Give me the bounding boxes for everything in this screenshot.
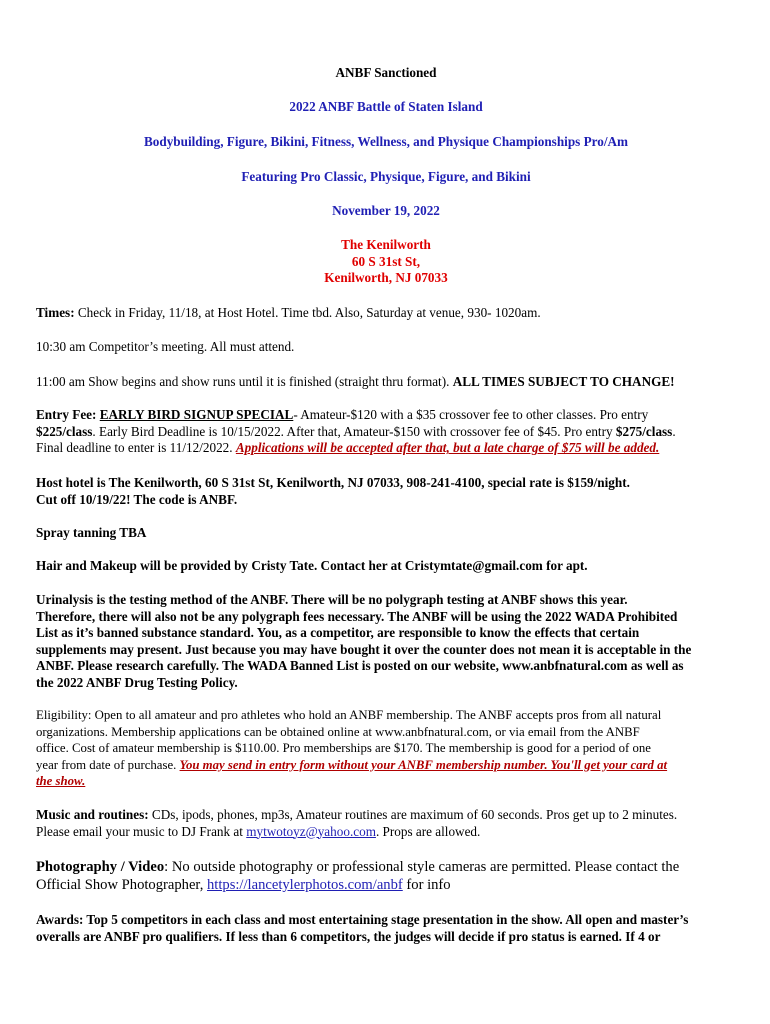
music-label: Music and routines: xyxy=(36,807,149,822)
hotel-paragraph xyxy=(36,475,736,508)
eligibility-line xyxy=(36,773,736,790)
meeting-line: 10:30 am Competitor’s meeting. All must attend. xyxy=(36,339,295,354)
urinalysis-line: Urinalysis is the testing method of the ANBF. There will be no polygraph testing at ANBF shows this year. xyxy=(36,592,628,607)
entry-fee-text-4: Final deadline to enter is 11/12/2022. xyxy=(36,440,236,456)
photo-line-2: Official Show Photographer, xyxy=(36,877,207,893)
membership-note: You may send in entry form without your ANBF membership number. You'll get your card at xyxy=(179,757,668,772)
entry-fee-label: Entry Fee: xyxy=(36,407,97,422)
urinalysis-line: ANBF. Please research carefully. The WADA Banned List is posted on our website, www.anbfnatural.com as well as xyxy=(36,658,684,674)
times-paragraph xyxy=(36,305,736,322)
hair-makeup-line: Hair and Makeup will be provided by Cristy Tate. Contact her at Cristymtate@gmail.com for apt. xyxy=(36,558,588,573)
early-bird-label: EARLY BIRD SIGNUP SPECIAL xyxy=(99,407,294,422)
music-line-2-end: . Props are allowed. xyxy=(375,823,481,839)
urinalysis-line: the 2022 ANBF Drug Testing Policy. xyxy=(36,674,238,690)
photo-label: Photography / Video xyxy=(36,859,165,875)
music-line-2: Please email your music to DJ Frank at xyxy=(36,823,247,839)
urinalysis-line: Therefore, there will also not be any polygraph fees necessary. The ANBF will be using the 2022 WADA Prohibited xyxy=(36,608,678,624)
venue-name: The Kenilworth xyxy=(341,237,431,252)
dj-email-link[interactable]: mytwotoyz@yahoo.com xyxy=(246,823,376,839)
eligibility-line: organizations. Membership applications can be obtained online at www.anbfnatural.com, or via email from the ANBF xyxy=(36,724,640,739)
awards-line: Awards: Top 5 competitors in each class and most entertaining stage presentation in the show. All open and master’s xyxy=(36,912,689,927)
event-date: November 19, 2022 xyxy=(332,203,440,218)
sanctioned-heading: ANBF Sanctioned xyxy=(335,65,437,80)
times-text: Check in Friday, 11/18, at Host Hotel. Time tbd. Also, Saturday at venue, 930- 1020am. xyxy=(74,305,541,320)
music-text: CDs, ipods, phones, mp3s, Amateur routines are maximum of 60 seconds. Pros get up to 2 minutes. xyxy=(148,807,678,822)
photo-line-2-end: for info xyxy=(402,877,451,893)
times-label: Times: xyxy=(36,305,75,320)
awards-paragraph xyxy=(36,912,736,945)
eligibility-paragraph xyxy=(36,707,736,790)
spray-tanning-line: Spray tanning TBA xyxy=(36,525,147,540)
awards-line: overalls are ANBF pro qualifiers. If less than 6 competitors, the judges will decide if pro status is earned. If 4 or xyxy=(36,928,661,944)
pro-late-price: $275/class xyxy=(615,423,673,439)
show-text: 11:00 am Show begins and show runs until it is finished (straight thru format). xyxy=(36,374,453,389)
eligibility-line xyxy=(36,757,736,774)
venue-city: Kenilworth, NJ 07033 xyxy=(324,270,448,285)
urinalysis-line: supplements may present. Just because you may have bought it over the counter does not mean it is acceptable in the xyxy=(36,641,692,657)
hotel-line-1: Host hotel is The Kenilworth, 60 S 31st St, Kenilworth, NJ 07033, 908-241-4100, special rate is $159/night. xyxy=(36,475,630,490)
photographer-link[interactable]: https://lancetylerphotos.com/anbf xyxy=(207,877,403,893)
eligibility-text: year from date of purchase. xyxy=(36,757,180,772)
photo-text: : No outside photography or professional style cameras are permitted. Please contact the xyxy=(164,859,680,875)
venue-street: 60 S 31st St, xyxy=(351,254,421,269)
divisions-line: Bodybuilding, Figure, Bikini, Fitness, Wellness, and Physique Championships Pro/Am xyxy=(143,134,629,149)
music-paragraph xyxy=(36,807,736,840)
hotel-line-2: Cut off 10/19/22! The code is ANBF. xyxy=(36,491,238,507)
photo-paragraph xyxy=(36,858,736,894)
urinalysis-line: List as it’s banned substance standard. You, as a competitor, are responsible to know the effects that certain xyxy=(36,625,640,641)
urinalysis-paragraph xyxy=(36,592,736,692)
times-warning: ALL TIMES SUBJECT TO CHANGE! xyxy=(452,374,675,389)
entry-fee-text-1: - Amateur-$120 with a $35 crossover fee to other classes. Pro entry xyxy=(293,407,649,422)
membership-note-end: the show. xyxy=(36,774,86,789)
featuring-line: Featuring Pro Classic, Physique, Figure, and Bikini xyxy=(241,169,531,184)
show-line xyxy=(36,374,736,391)
entry-fee-text-2: . Early Bird Deadline is 10/15/2022. After that, Amateur-$150 with crossover fee of $45. Pro entry xyxy=(92,423,616,439)
event-title: 2022 ANBF Battle of Staten Island xyxy=(289,99,483,114)
pro-price: $225/class xyxy=(36,423,93,439)
late-charge-note: Applications will be accepted after that, but a late charge of $75 will be added. xyxy=(235,440,660,456)
eligibility-line: office. Cost of amateur membership is $110.00. Pro memberships are $170. The membership is good for a period of one xyxy=(36,741,651,756)
eligibility-line: Eligibility: Open to all amateur and pro athletes who hold an ANBF membership. The ANBF accepts pros from all natural xyxy=(36,708,662,722)
entry-fee-paragraph xyxy=(36,407,736,457)
entry-fee-text-3: . xyxy=(672,423,676,439)
